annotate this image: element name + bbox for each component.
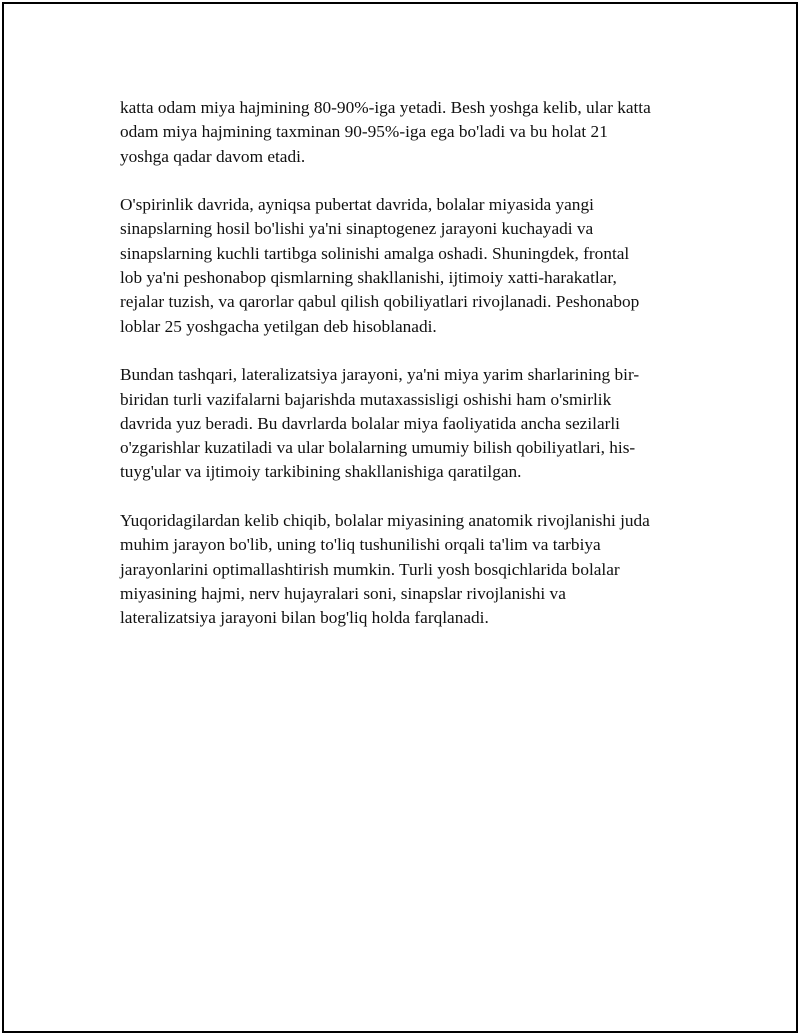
document-page: [2, 2, 798, 1033]
paragraph-1: katta odam miya hajmining 80-90%-iga yetadi. Besh yoshga kelib, ular katta odam miya hajmining taxminan 90-95%-iga ega bo'ladi va bu holat 21 yoshga qadar davom etadi.: [120, 98, 651, 166]
paragraph-3: Bundan tashqari, lateralizatsiya jarayoni, ya'ni miya yarim sharlarining bir- biridan turli vazifalarni bajarishda mutaxassisligi oshishi ham o'smirlik davrida yuz beradi. Bu davrlarda bolalar miya faoliyatida ancha sezilarli o'zgarishlar kuzatiladi va ular bolalarning umumiy bilish qobiliyatlari, his- tuyg'ular va ijtimoiy tarkibining shakllanishiga qaratilgan.: [120, 365, 640, 482]
paragraph-4: Yuqoridagilardan kelib chiqib, bolalar miyasining anatomik rivojlanishi juda muhim jarayon bo'lib, uning to'liq tushunilishi orqali ta'lim va tarbiya jarayonlarini optimallashtirish mumkin. Turli yosh bosqichlarida bolalar miyasining hajmi, nerv hujayralari soni, sinapslar rivojlanishi va lateralizatsiya jarayoni bilan bog'liq holda farqlanadi.: [120, 511, 650, 628]
paragraph-2: O'spirinlik davrida, ayniqsa pubertat davrida, bolalar miyasida yangi sinapslarning hosil bo'lishi ya'ni sinaptogenez jarayoni kuchayadi va sinapslarning kuchli tartibga solinishi amalga oshadi. Shuningdek, frontal lob ya'ni peshonabop qismlarning shakllanishi, ijtimoiy xatti-harakatlar, rejalar tuzish, va qarorlar qabul qilish qobiliyatlari rivojlanadi. Peshonabop loblar 25 yoshgacha yetilgan deb hisoblanadi.: [120, 195, 640, 336]
document-body: [120, 96, 700, 655]
